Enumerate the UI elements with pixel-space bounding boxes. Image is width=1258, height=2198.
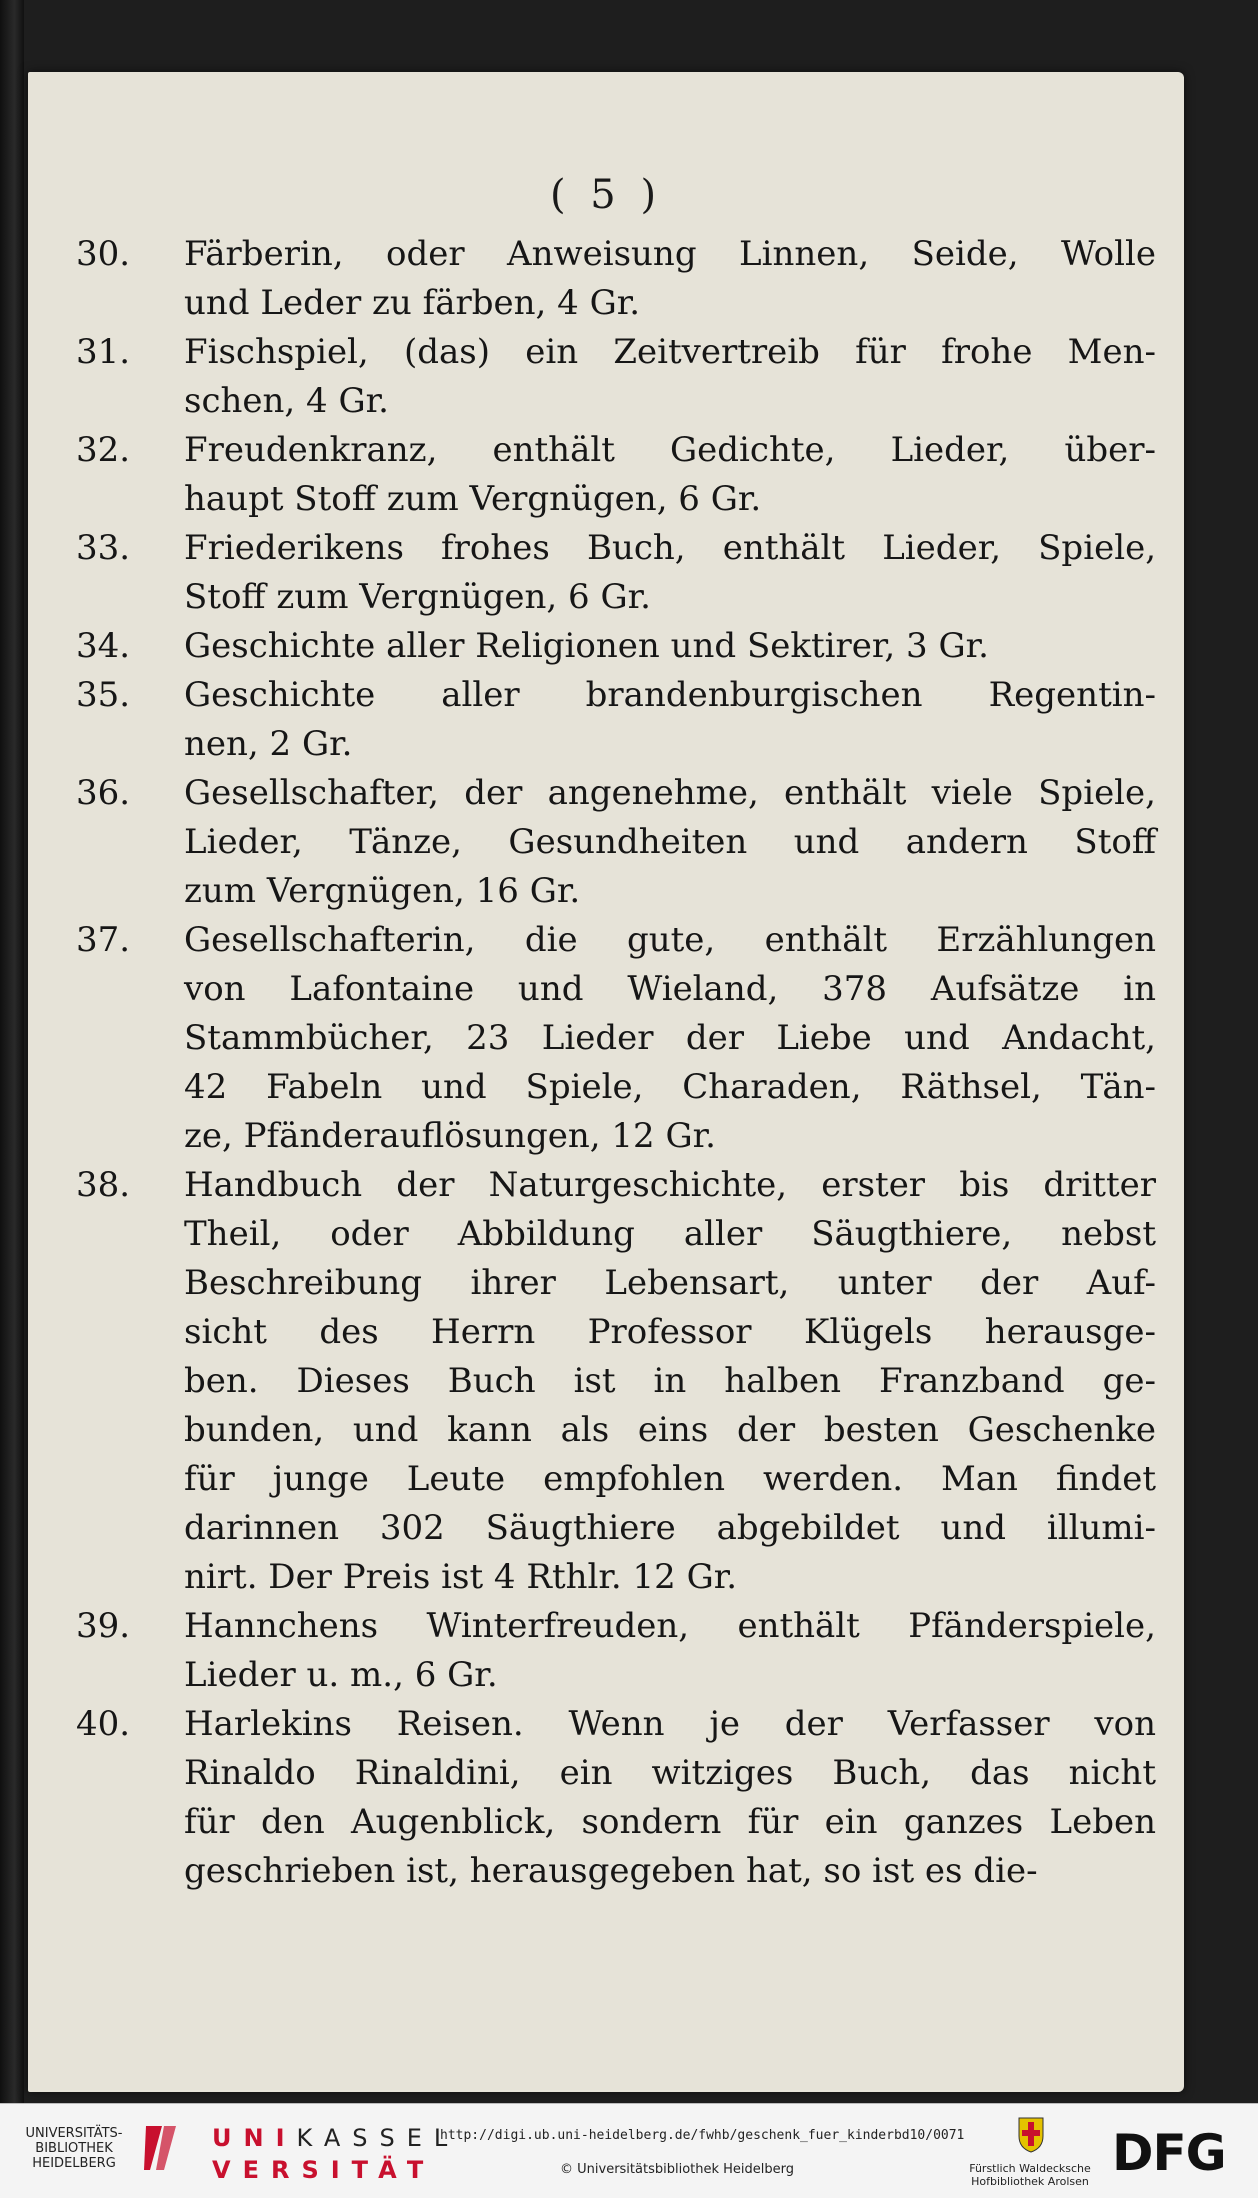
entry-text-line: ze, Pfänderauflösungen, 12 Gr.: [184, 1116, 716, 1156]
uni-kassel-logo-line2: VERSITÄT: [212, 2156, 436, 2184]
entry-text-line: haupt Stoff zum Vergnügen, 6 Gr.: [184, 479, 762, 519]
entry-text-line: Harlekins Reisen. Wenn je der Verfasser von: [184, 1704, 1156, 1744]
entry-text-line: Freudenkranz, enthält Gedichte, Lieder, über-: [184, 430, 1156, 470]
entry-text-line: Geschichte aller Religionen und Sektirer, 3 Gr.: [184, 626, 989, 666]
entry-text-line: Färberin, oder Anweisung Linnen, Seide, Wolle: [184, 234, 1156, 274]
entry-text-line: Beschreibung ihrer Lebensart, unter der Auf-: [184, 1263, 1156, 1303]
catalog-entry: [76, 230, 1156, 328]
catalog-entry: [76, 1700, 1156, 1896]
book-spine: [0, 0, 24, 2105]
entry-text-line: Lieder u. m., 6 Gr.: [184, 1655, 498, 1695]
ub-heidelberg-logo-icon: [140, 2122, 180, 2174]
entry-text-line: Fischspiel, (das) ein Zeitvertreib für frohe Men-: [184, 332, 1156, 372]
scanned-page: [28, 72, 1184, 2092]
footer-bar: [0, 2103, 1258, 2198]
catalog-entry: [76, 1161, 1156, 1602]
entry-number: 37.: [76, 920, 131, 960]
entry-number: 39.: [76, 1606, 131, 1646]
entry-number: 35.: [76, 675, 131, 715]
entry-text-line: für junge Leute empfohlen werden. Man findet: [184, 1459, 1156, 1499]
catalog-entry: [76, 524, 1156, 622]
entry-text-line: nirt. Der Preis ist 4 Rthlr. 12 Gr.: [184, 1557, 738, 1597]
entry-text-line: geschrieben ist, herausgegeben hat, so ist es die-: [184, 1851, 1038, 1891]
catalog-entry: [76, 622, 1156, 671]
entry-text-line: Gesellschafter, der angenehme, enthält viele Spiele,: [184, 773, 1156, 813]
entry-text-line: ben. Dieses Buch ist in halben Franzband ge-: [184, 1361, 1156, 1401]
fw-hofbibliothek-text: Fürstlich Waldecksche Hofbibliothek Arolsen: [969, 2162, 1091, 2188]
entry-text-line: zum Vergnügen, 16 Gr.: [184, 871, 581, 911]
catalog-entry: [76, 671, 1156, 769]
entry-text-line: Stammbücher, 23 Lieder der Liebe und Andacht,: [184, 1018, 1156, 1058]
entry-number: 36.: [76, 773, 131, 813]
entry-text-line: sicht des Herrn Professor Klügels herausge-: [184, 1312, 1156, 1352]
entry-text-line: Gesellschafterin, die gute, enthält Erzählungen: [184, 920, 1156, 960]
entry-text-line: schen, 4 Gr.: [184, 381, 389, 421]
uni-kassel-uni: UNI: [212, 2124, 297, 2152]
entry-number: 40.: [76, 1704, 131, 1744]
entry-text-line: von Lafontaine und Wieland, 378 Aufsätze in: [184, 969, 1156, 1009]
copyright-text: © Universitätsbibliothek Heidelberg: [560, 2162, 795, 2177]
catalog-entry: [76, 769, 1156, 916]
entry-number: 33.: [76, 528, 131, 568]
entry-text-line: Handbuch der Naturgeschichte, erster bis dritter: [184, 1165, 1156, 1205]
entry-text-line: 42 Fabeln und Spiele, Charaden, Räthsel, Tän-: [184, 1067, 1156, 1107]
catalog-entry: [76, 1602, 1156, 1700]
dfg-logo[interactable]: DFG: [1112, 2124, 1226, 2182]
entry-text-line: für den Augenblick, sondern für ein ganzes Leben: [184, 1802, 1156, 1842]
entry-text-line: bunden, und kann als eins der besten Geschenke: [184, 1410, 1156, 1450]
catalog-entry: [76, 916, 1156, 1161]
entry-text-line: Lieder, Tänze, Gesundheiten und andern Stoff: [184, 822, 1156, 862]
entry-text-line: Friederikens frohes Buch, enthält Lieder, Spiele,: [184, 528, 1156, 568]
entry-text-line: Stoff zum Vergnügen, 6 Gr.: [184, 577, 651, 617]
entry-number: 30.: [76, 234, 131, 274]
crest-icon: [1016, 2114, 1046, 2154]
entry-text-line: Geschichte aller brandenburgischen Regentin-: [184, 675, 1156, 715]
entry-number: 31.: [76, 332, 131, 372]
catalog-entry: [76, 328, 1156, 426]
entry-text-line: Rinaldo Rinaldini, ein witziges Buch, das nicht: [184, 1753, 1156, 1793]
entry-number: 34.: [76, 626, 131, 666]
uni-kassel-kassel: KASSEL: [296, 2124, 460, 2152]
entry-text-line: Hannchens Winterfreuden, enthält Pfänderspiele,: [184, 1606, 1156, 1646]
permalink-url[interactable]: http://digi.ub.uni-heidelberg.de/fwhb/geschenk_fuer_kinderbd10/0071: [440, 2128, 965, 2143]
entry-number: 38.: [76, 1165, 131, 1205]
entry-number: 32.: [76, 430, 131, 470]
page-number: ( 5 ): [549, 172, 663, 218]
entry-list: [76, 230, 1156, 1896]
ub-heidelberg-logo-text[interactable]: UNIVERSITÄTS- BIBLIOTHEK HEIDELBERG: [25, 2126, 123, 2171]
entry-text-line: und Leder zu färben, 4 Gr.: [184, 283, 641, 323]
catalog-entry: [76, 426, 1156, 524]
entry-text-line: Theil, oder Abbildung aller Säugthiere, nebst: [184, 1214, 1156, 1254]
entry-text-line: nen, 2 Gr.: [184, 724, 353, 764]
uni-kassel-logo-line1[interactable]: [212, 2124, 459, 2152]
entry-text-line: darinnen 302 Säugthiere abgebildet und illumi-: [184, 1508, 1156, 1548]
